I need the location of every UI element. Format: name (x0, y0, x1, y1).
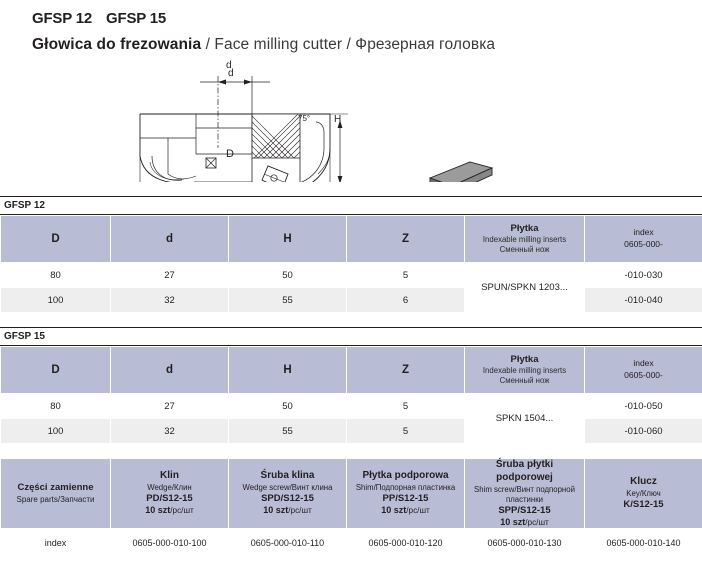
table-row (1, 263, 702, 288)
spare-part-code: SPD/S12-15 (261, 493, 314, 505)
spare-part-qty-value: 10 szt (263, 505, 289, 516)
insert-sub-en: Indexable milling inserts (482, 234, 567, 244)
cell-D: 80 (1, 263, 111, 288)
column-header-Z: Z (347, 216, 465, 263)
spare-part-name: Klin (160, 470, 179, 482)
spare-part-alt: Wedge/Клин (147, 483, 192, 493)
cell-d: 32 (111, 288, 229, 313)
spare-part-name: Płytka podporowa (362, 470, 449, 482)
spare-part-name: Śruba płytki podporowej (495, 459, 554, 483)
drawing-label-d: d (228, 68, 234, 79)
product-code-gfsp12: GFSP 12 (32, 10, 93, 27)
column-header-D: D (1, 347, 111, 394)
spare-index-value: 0605-000-010-100 (111, 529, 229, 558)
technical-drawing (0, 62, 702, 182)
cell-Z: 5 (347, 419, 465, 444)
insert-sub-ru: Сменный нож (499, 375, 550, 385)
spare-part-shim-screw (465, 459, 585, 529)
spare-part-code: PD/S12-15 (146, 493, 193, 505)
drawing-label-D-text: D (226, 148, 234, 160)
spare-part-alt: Shim/Подпорная пластинка (355, 483, 456, 493)
cell-d: 32 (111, 419, 229, 444)
table-row (1, 288, 702, 313)
page-title (32, 36, 702, 54)
spare-part-qty (113, 505, 226, 517)
index-label: index (633, 227, 654, 238)
index-label: index (633, 358, 654, 369)
cell-d: 27 (111, 394, 229, 419)
spare-index-value: 0605-000-010-140 (585, 529, 702, 558)
column-header-index (585, 347, 702, 394)
cell-H: 55 (229, 288, 347, 313)
cell-Z: 6 (347, 288, 465, 313)
spare-part-qty-unit: /pc/шт (525, 517, 549, 527)
spare-parts-table (0, 458, 702, 558)
cell-Z: 5 (347, 394, 465, 419)
column-header-index (585, 216, 702, 263)
spare-part-alt: Wedge screw/Винт клина (242, 483, 333, 493)
spare-part-qty (349, 505, 462, 517)
spare-part-wedge-screw (229, 459, 347, 529)
insert-title: Płytka (510, 222, 539, 234)
spare-part-alt: Key/Ключ (626, 488, 661, 498)
table-header-row (1, 347, 702, 394)
spare-index-value: 0605-000-010-130 (465, 529, 585, 558)
spare-parts-title-pl: Części zamienne (17, 481, 94, 493)
spec-table-gfsp15 (0, 346, 702, 444)
spare-part-code: PP/S12-15 (382, 493, 429, 505)
index-prefix: 0605-000- (624, 239, 663, 249)
table-row (1, 419, 702, 444)
spare-part-qty-unit: /pc/шт (170, 506, 194, 516)
spare-index-label: index (1, 529, 111, 558)
cell-index: -010-040 (585, 288, 702, 313)
spare-part-qty-value: 10 szt (381, 505, 407, 516)
table-header-row (1, 216, 702, 263)
spare-index-value: 0605-000-010-120 (347, 529, 465, 558)
spare-part-qty (231, 505, 344, 517)
spare-part-name: Śruba klina (260, 470, 315, 482)
index-prefix: 0605-000- (624, 370, 663, 380)
spare-part-qty-unit: /pc/шт (406, 506, 430, 516)
insert-sub-ru: Сменный нож (499, 244, 550, 254)
cell-index: -010-050 (585, 394, 702, 419)
spare-parts-title-alt: Spare parts/Запчасти (16, 494, 95, 504)
spare-part-qty (467, 517, 582, 529)
page-header (0, 0, 702, 54)
cell-D: 80 (1, 394, 111, 419)
spare-part-qty-unit: /pc/шт (288, 506, 312, 516)
spare-part-key (585, 459, 702, 529)
spec-table-gfsp12 (0, 215, 702, 313)
section-label-gfsp12: GFSP 12 (0, 196, 702, 215)
cell-insert: SPUN/SPKN 1203... (465, 263, 585, 313)
drawing-label-angle-text: 75° (298, 114, 311, 123)
cell-Z: 5 (347, 263, 465, 288)
cell-H: 50 (229, 394, 347, 419)
spare-part-qty-value: 10 szt (145, 505, 171, 516)
section-label-gfsp15: GFSP 15 (0, 327, 702, 346)
cell-insert: SPKN 1504... (465, 394, 585, 444)
spare-part-alt: Shim screw/Винт подпорной пластинки (474, 484, 575, 504)
page-title-translations: / Face milling cutter / Фрезерная головка (205, 36, 496, 53)
column-header-D: D (1, 216, 111, 263)
cell-H: 50 (229, 263, 347, 288)
column-header-H: H (229, 347, 347, 394)
column-header-H: H (229, 216, 347, 263)
spare-parts-title (1, 459, 111, 529)
column-header-insert (465, 347, 585, 394)
insert-sub-en: Indexable milling inserts (482, 365, 567, 375)
cell-H: 55 (229, 419, 347, 444)
cell-D: 100 (1, 419, 111, 444)
spare-part-qty-value: 10 szt (500, 516, 526, 527)
spare-parts-index-row (1, 529, 702, 558)
spare-part-code: K/S12-15 (623, 498, 664, 510)
cell-d: 27 (111, 263, 229, 288)
column-header-Z: Z (347, 347, 465, 394)
spare-part-wedge (111, 459, 229, 529)
spare-parts-header-row (1, 459, 702, 529)
column-header-d: d (111, 216, 229, 263)
product-code-gfsp15: GFSP 15 (106, 10, 167, 27)
spare-index-value: 0605-000-010-110 (229, 529, 347, 558)
column-header-insert (465, 216, 585, 263)
page-title-pl: Głowica do frezowania (32, 36, 202, 53)
drawing-label-d-text: d (226, 60, 232, 71)
cell-D: 100 (1, 288, 111, 313)
drawing-label-H-text: H (334, 114, 342, 125)
column-header-d: d (111, 347, 229, 394)
cell-index: -010-060 (585, 419, 702, 444)
table-row (1, 394, 702, 419)
spare-part-code: SPP/S12-15 (498, 504, 551, 516)
insert-title: Płytka (510, 353, 539, 365)
spare-part-name: Klucz (630, 476, 657, 488)
product-codes (32, 10, 702, 27)
cell-index: -010-030 (585, 263, 702, 288)
spare-part-shim (347, 459, 465, 529)
